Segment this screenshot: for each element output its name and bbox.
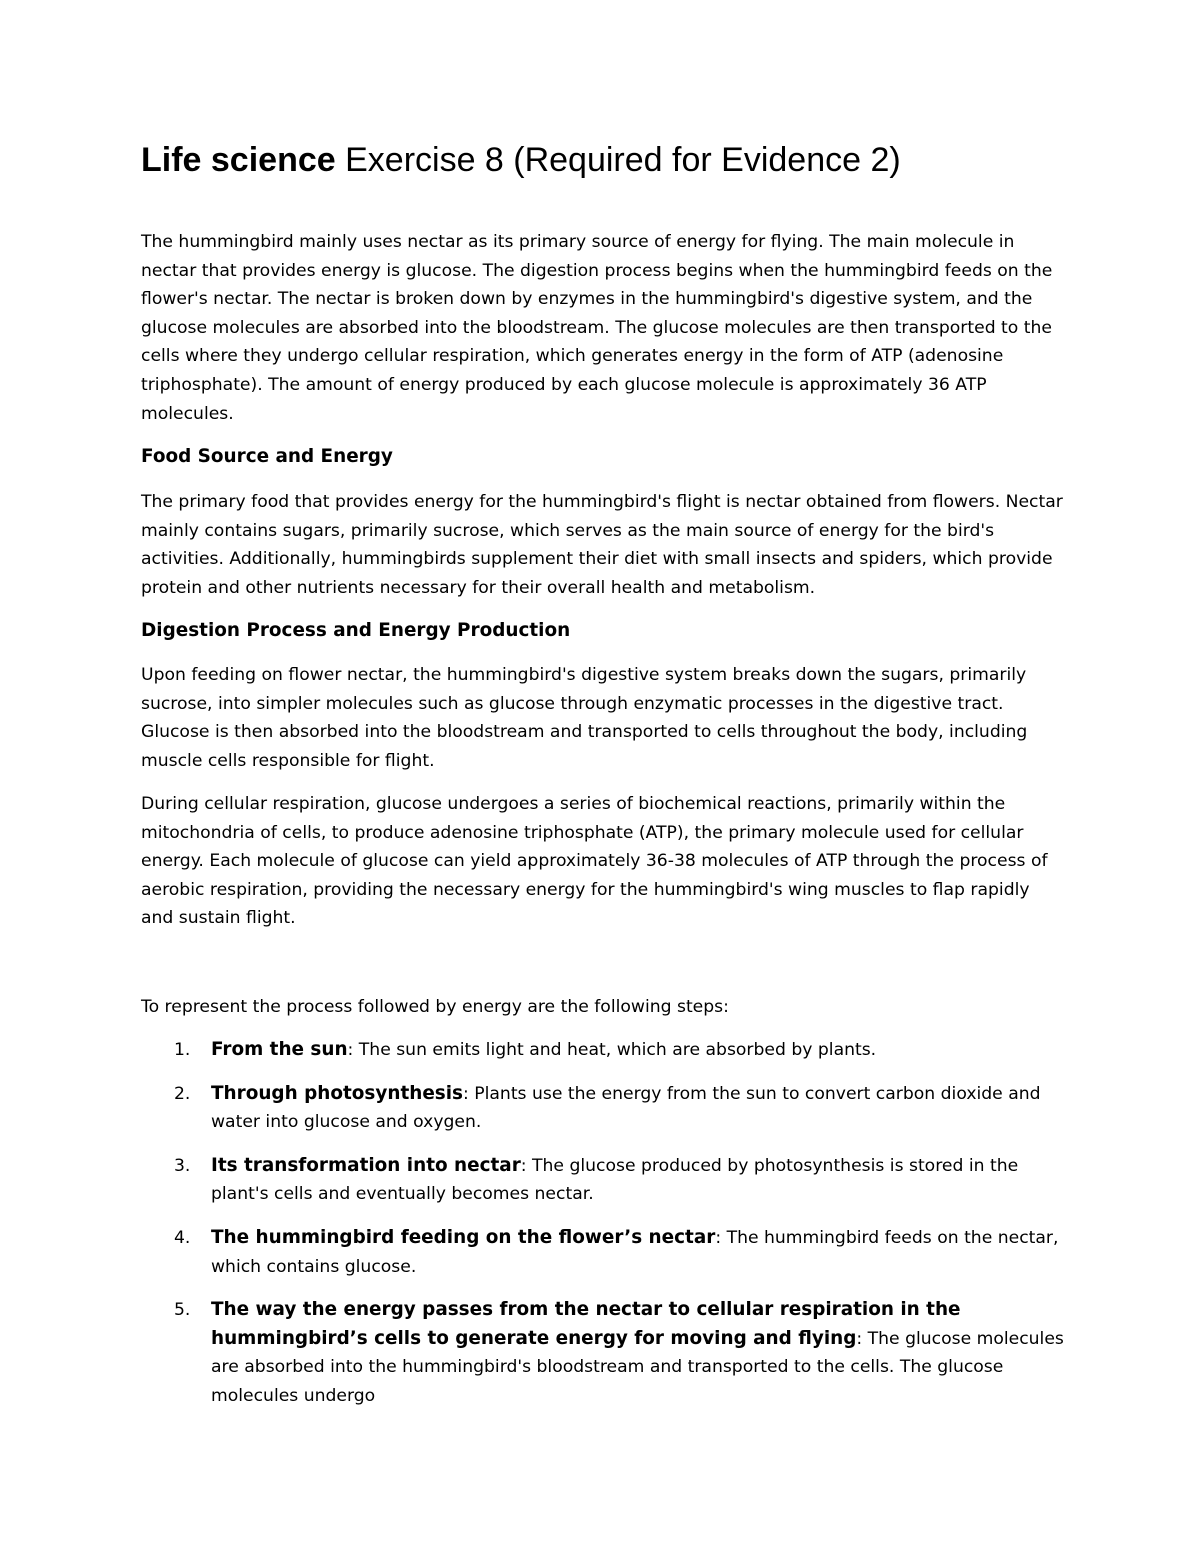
step-item (141, 1036, 1066, 1065)
digestion-heading: Digestion Process and Energy Production (141, 620, 571, 641)
step-text: : The glucose molecules are absorbed into the hummingbird's bloodstream and transported to the cells. The glucose molecules undergo (211, 1328, 1064, 1406)
step-text: : The glucose produced by photosynthesis is stored in the plant's cells and eventually becomes nectar. (211, 1155, 1019, 1205)
step-number: 5. (174, 1300, 191, 1321)
step-number: 1. (174, 1040, 191, 1060)
step-text: : Plants use the energy from the sun to convert carbon dioxide and water into glucose and oxygen. (211, 1083, 1041, 1133)
step-number: 3. (174, 1155, 191, 1176)
step-item (141, 1296, 1066, 1410)
digestion-paragraph-2: During cellular respiration, glucose undergoes a series of biochemical reactions, primarily within the mitochondria of cells, to produce adenosine triphosphate (ATP), the primary molecule used for cellular energy. Each molecule of glucose can yield approximately 36-38 molecules of ATP through the process of aerobic respiration, providing the necessary energy for the hummingbird's wing muscles to flap rapidly and sustain flight. (141, 794, 1048, 929)
energy-steps-list (141, 1036, 1066, 1426)
step-text: : The sun emits light and heat, which are absorbed by plants. (347, 1040, 877, 1060)
step-number: 2. (174, 1083, 191, 1104)
step-item (141, 1224, 1066, 1281)
intro-paragraph: The hummingbird mainly uses nectar as its primary source of energy for flying. The main molecule in nectar that provides energy is glucose. The digestion process begins when the hummingbird feeds on the flower's nectar. The nectar is broken down by enzymes in the hummingbird's digestive system, and the glucose molecules are absorbed into the bloodstream. The glucose molecules are then transported to the cells where they undergo cellular respiration, which generates energy in the form of ATP (adenosine triphosphate). The amount of energy produced by each glucose molecule is approximately 36 ATP molecules. (141, 232, 1053, 424)
step-lead: From the sun (211, 1039, 348, 1060)
step-item (141, 1080, 1066, 1137)
steps-intro-paragraph: To represent the process followed by energy are the following steps: (141, 997, 729, 1017)
step-text: : The hummingbird feeds on the nectar, which contains glucose. (211, 1227, 1059, 1277)
step-lead: The hummingbird feeding on the flower’s nectar (211, 1226, 716, 1248)
step-item (141, 1152, 1066, 1209)
step-lead: Through photosynthesis (211, 1082, 463, 1104)
title-subject: Life science (141, 141, 336, 179)
step-lead: The way the energy passes from the nectar to cellular respiration in the hummingbird’s cells to generate energy for moving and flying (211, 1299, 961, 1349)
digestion-paragraph-1: Upon feeding on flower nectar, the hummingbird's digestive system breaks down the sugars, primarily sucrose, into simpler molecules such as glucose through enzymatic processes in the digestive tract. Glucose is then absorbed into the bloodstream and transported to cells throughout the body, including muscle cells responsible for flight. (141, 665, 1028, 771)
food-source-heading: Food Source and Energy (141, 446, 393, 467)
food-source-paragraph: The primary food that provides energy for the hummingbird's flight is nectar obtained from flowers. Nectar mainly contains sugars, primarily sucrose, which serves as the main source of energy for the bird's activities. Additionally, hummingbirds supplement their diet with small insects and spiders, which provide protein and other nutrients necessary for their overall health and metabolism. (141, 492, 1063, 598)
document-title (141, 138, 901, 182)
step-number: 4. (174, 1227, 191, 1248)
step-lead: Its transformation into nectar (211, 1154, 521, 1176)
title-exercise: Exercise 8 (Required for Evidence 2) (335, 141, 901, 179)
